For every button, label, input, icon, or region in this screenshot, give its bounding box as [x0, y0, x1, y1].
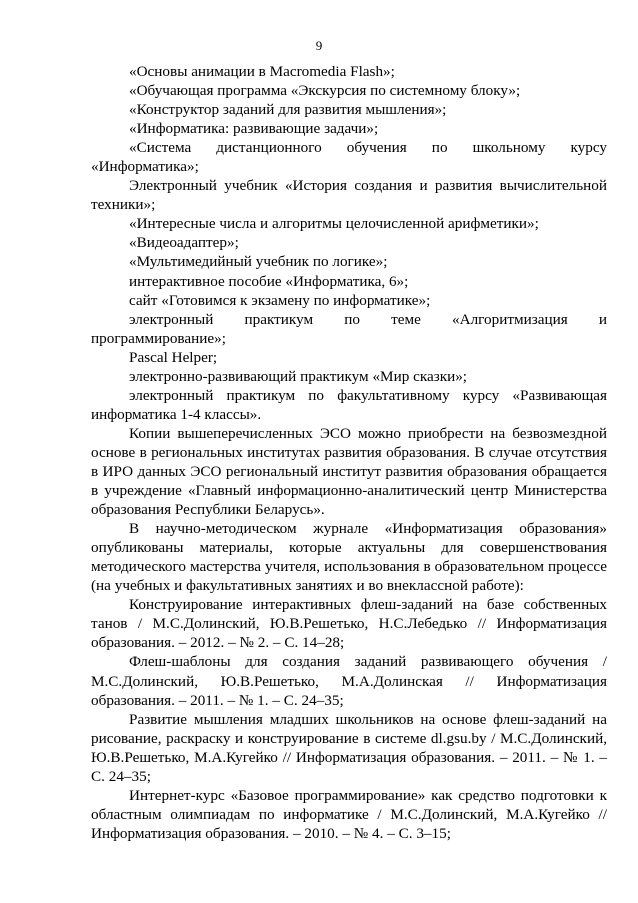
body-paragraph: Копии вышеперечисленных ЭСО можно приобрести на безвозмездной основе в региональных институтах развития образования. В случае отсутствия в ИРО данных ЭСО региональный институт развития образования обращается в учреждение «Главный информационно-аналитический центр Министерства образования Республики Беларусь».	[91, 424, 607, 519]
list-item: сайт «Готовимся к экзамену по информатике»;	[129, 291, 431, 309]
list-item: электронный практикум по теме «Алгоритмизация и программирование»;	[91, 310, 607, 347]
list-item: «Основы анимации в Macromedia Flash»;	[129, 63, 395, 80]
list-item: «Обучающая программа «Экскурсия по системному блоку»;	[129, 82, 521, 100]
list-item: «Информатика: развивающие задачи»;	[129, 120, 379, 138]
list-item: Электронный учебник «История создания и развития вычислительной техники»;	[91, 177, 607, 214]
page-content	[91, 62, 607, 843]
list-item: «Интересные числа и алгоритмы целочисленной арифметики»;	[129, 215, 539, 233]
reference-item: Развитие мышления младших школьников на основе флеш-заданий на рисование, раскраску и конструирование в системе dl.gsu.by / М.С.Долинский, Ю.В.Решетько, М.А.Кугейко // Информатизация образования. – 2011. – № 1. – С. 24–35;	[91, 710, 607, 785]
list-item: интерактивное пособие «Информатика, 6»;	[129, 272, 409, 290]
list-item: электронный практикум по факультативному курсу «Развивающая информатика 1-4 классы».	[91, 386, 607, 423]
reference-item: Конструирование интерактивных флеш-заданий на базе собственных танов / М.С.Долинский, Ю.В.Решетько, Н.С.Лебедько // Информатизация образования. – 2012. – № 2. – С. 14–28;	[91, 596, 607, 652]
list-item: «Система дистанционного обучения по школьному курсу «Информатика»;	[91, 139, 607, 176]
list-item: «Конструктор заданий для развития мышления»;	[129, 101, 447, 119]
list-item: «Видеоадаптер»;	[129, 234, 239, 252]
page-number: 9	[315, 38, 323, 53]
reference-item: Интернет-курс «Базовое программирование» как средство подготовки к областным олимпиадам по информатике / М.С.Долинский, М.А.Кугейко // Информатизация образования. – 2010. – № 4. – С. 3–15;	[91, 786, 607, 842]
list-item: электронно-развивающий практикум «Мир сказки»;	[129, 367, 468, 385]
reference-item: Флеш-шаблоны для создания заданий развивающего обучения / М.С.Долинский, Ю.В.Решетько, М.А.Долинская // Информатизация образования. – 2011. – № 1. – С. 24–35;	[91, 653, 607, 709]
list-item: «Мультимедийный учебник по логике»;	[129, 253, 388, 271]
body-paragraph: В научно-методическом журнале «Информатизация образования» опубликованы материалы, которые актуальны для совершенствования методического мастерства учителя, использования в образовательном процессе (на учебных и факультативных занятиях и во внеклассной работе):	[91, 520, 607, 595]
list-item: Pascal Helper;	[129, 348, 218, 366]
